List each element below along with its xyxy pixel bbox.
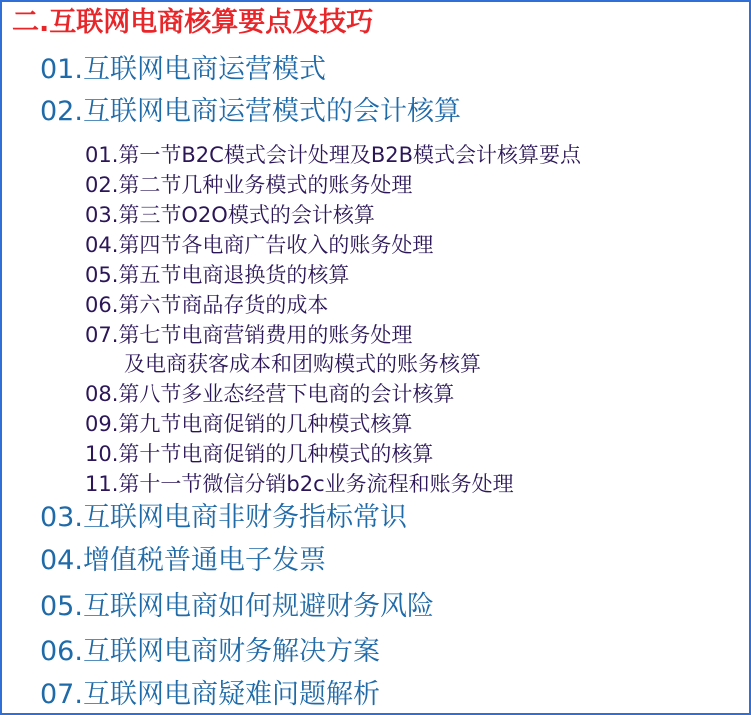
subsection-item-10: 10.第十节电商促销的几种模式的核算 [85, 442, 434, 466]
section-item-05: 05.互联网电商如何规避财务风险 [40, 591, 434, 622]
subsection-item-08: 08.第八节多业态经营下电商的会计核算 [85, 382, 455, 406]
subsection-item-03: 03.第三节O2O模式的会计核算 [85, 203, 375, 227]
page-title: 二.互联网电商核算要点及技巧 [12, 7, 374, 38]
subsection-item-07: 07.第七节电商营销费用的账务处理 [85, 323, 413, 347]
section-item-02: 02.互联网电商运营模式的会计核算 [40, 96, 461, 127]
subsection-item-05: 05.第五节电商退换货的核算 [85, 263, 350, 287]
subsection-item-07-continued: 及电商获客成本和团购模式的账务核算 [124, 352, 481, 376]
section-item-04: 04.增值税普通电子发票 [40, 545, 326, 576]
section-item-06: 06.互联网电商财务解决方案 [40, 636, 380, 667]
section-item-01: 01.互联网电商运营模式 [40, 54, 326, 85]
subsection-item-02: 02.第二节几种业务模式的账务处理 [85, 173, 413, 197]
subsection-item-01: 01.第一节B2C模式会计处理及B2B模式会计核算要点 [85, 143, 582, 167]
section-item-03: 03.互联网电商非财务指标常识 [40, 502, 407, 533]
subsection-item-09: 09.第九节电商促销的几种模式核算 [85, 412, 413, 436]
subsection-item-04: 04.第四节各电商广告收入的账务处理 [85, 233, 434, 257]
subsection-item-06: 06.第六节商品存货的成本 [85, 293, 329, 317]
section-item-07: 07.互联网电商疑难问题解析 [40, 679, 380, 710]
subsection-item-11: 11.第十一节微信分销b2c业务流程和账务处理 [85, 472, 514, 496]
